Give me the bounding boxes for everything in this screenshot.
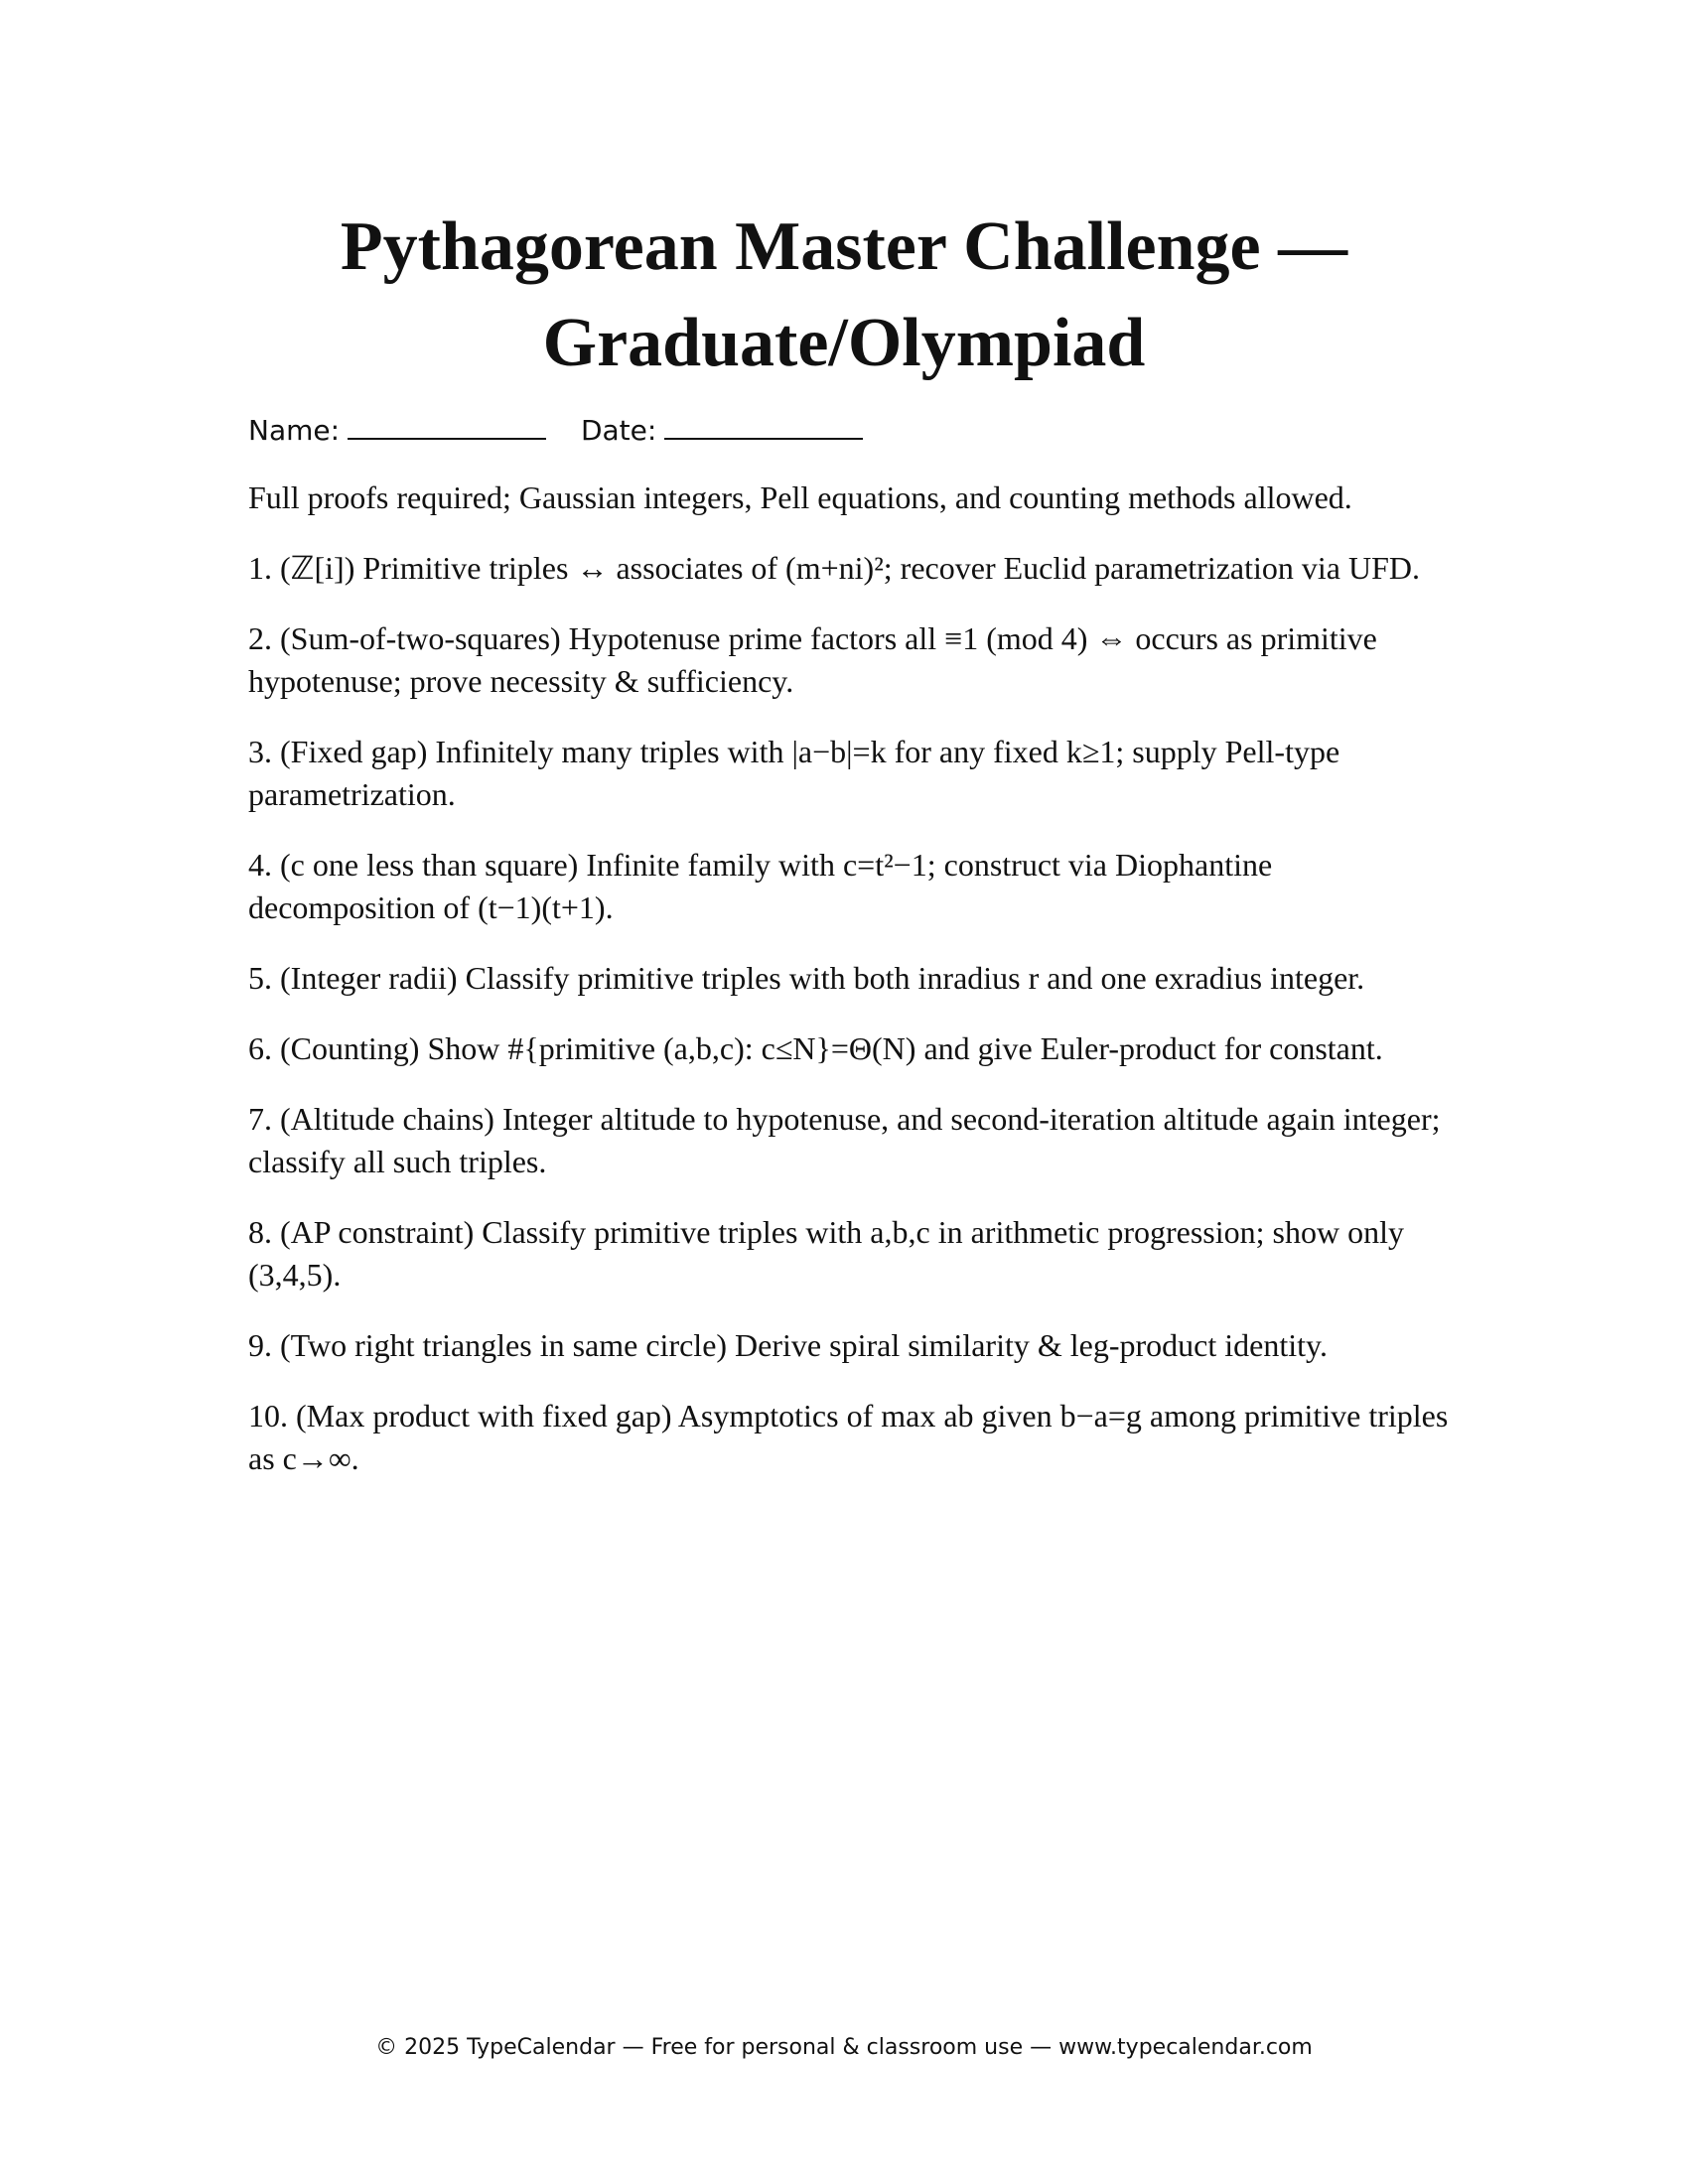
problem-3: 3. (Fixed gap) Infinitely many triples with |a−b|=k for any fixed k≥1; supply Pell-type parametrization. xyxy=(248,734,1340,812)
student-info-fields xyxy=(248,411,863,451)
name-label: Name: xyxy=(248,414,341,447)
name-field xyxy=(248,411,546,451)
worksheet-body xyxy=(248,477,1460,1508)
problem-7: 7. (Altitude chains) Integer altitude to hypotenuse, and second-iteration altitude again integer; classify all such triples. xyxy=(248,1101,1441,1179)
date-blank-line xyxy=(664,412,863,440)
page-title: Pythagorean Master Challenge — Graduate/Olympiad xyxy=(340,208,1348,381)
problem-2: 2. (Sum-of-two-squares) Hypotenuse prime factors all ≡1 (mod 4) ⇔ occurs as primitive hypotenuse; prove necessity & sufficiency. xyxy=(248,620,1377,699)
problem-5: 5. (Integer radii) Classify primitive triples with both inradius r and one exradius integer. xyxy=(248,960,1365,996)
problem-8: 8. (AP constraint) Classify primitive triples with a,b,c in arithmetic progression; show only (3,4,5). xyxy=(248,1214,1404,1293)
instructions: Full proofs required; Gaussian integers, Pell equations, and counting methods allowed. xyxy=(248,479,1352,515)
problem-list xyxy=(248,547,1460,1480)
date-field xyxy=(581,411,863,451)
copyright-footer: © 2025 TypeCalendar — Free for personal & classroom use — www.typecalendar.com xyxy=(375,2035,1313,2060)
name-blank-line xyxy=(348,412,546,440)
problem-10: 10. (Max product with fixed gap) Asymptotics of max ab given b−a=g among primitive triples as c→∞. xyxy=(248,1398,1449,1476)
problem-4: 4. (c one less than square) Infinite family with c=t²−1; construct via Diophantine decomposition of (t−1)(t+1). xyxy=(248,847,1273,925)
problem-6: 6. (Counting) Show #{primitive (a,b,c): c≤N}=Θ(N) and give Euler-product for constant. xyxy=(248,1030,1383,1066)
date-label: Date: xyxy=(580,414,657,447)
problem-9: 9. (Two right triangles in same circle) Derive spiral similarity & leg-product identity. xyxy=(248,1327,1328,1363)
problem-1: 1. (ℤ[i]) Primitive triples ↔ associates of (m+ni)²; recover Euclid parametrization via UFD. xyxy=(248,550,1421,586)
